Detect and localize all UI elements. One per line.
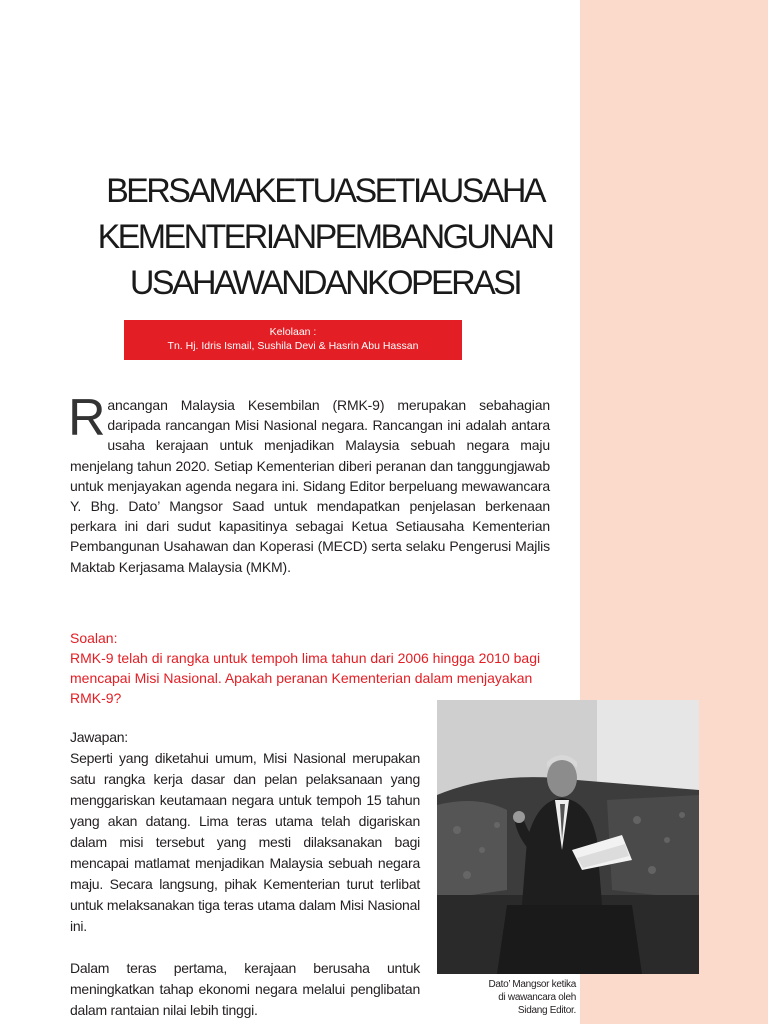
title-line-3: USAHAWANDANKOPERASI xyxy=(129,264,521,302)
article-title xyxy=(70,168,580,306)
credit-names: Tn. Hj. Idris Ismail, Sushila Devi & Hasrin Abu Hassan xyxy=(167,340,419,352)
answer-label: Jawapan: xyxy=(70,729,128,745)
question-label: Soalan: xyxy=(70,630,118,646)
credit-box xyxy=(124,320,462,360)
photo-caption xyxy=(440,978,576,1017)
interview-photo-illustration xyxy=(437,700,699,974)
intro-text: ancangan Malaysia Kesembilan (RMK-9) merupakan sebahagian daripada rancangan Misi Nasional negara. Rancangan ini adalah antara usaha kerajaan untuk menjadikan Malaysia sebuah negara maju menjelang tahun 2020. Setiap Kementerian diberi peranan dan tanggungjawab untuk menjayakan agenda negara ini. Sidang Editor berpeluang mewawancara Y. Bhg. Dato’ Mangsor Saad untuk mendapatkan penjelasan berkenaan perkara ini dari sudut kapasitinya sebagai Ketua Setiausaha Kementerian Pembangunan Usahawan dan Koperasi (MECD) serta selaku Pengerusi Majlis Maktab Kerjasama Malaysia (MKM). xyxy=(70,397,550,575)
question-text: RMK-9 telah di rangka untuk tempoh lima tahun dari 2006 hingga 2010 bagi mencapai Misi Nasional. Apakah peranan Kementerian dalam menjayakan RMK-9? xyxy=(70,650,541,706)
drop-cap: R xyxy=(68,389,106,447)
answer-paragraph-2: Dalam teras pertama, kerajaan berusaha untuk meningkatkan tahap ekonomi negara melalui penglibatan dalam rantaian nilai lebih tinggi. xyxy=(70,960,420,1018)
answer-block xyxy=(70,727,420,1021)
answer-paragraph-1: Seperti yang diketahui umum, Misi Nasional merupakan satu rangka kerja dasar dan pelan pelaksanaan yang menggariskan keutamaan negara untuk tempoh 15 tahun yang akan datang. Lima teras utama telah digariskan dalam misi tersebut yang mesti dilaksanakan bagi mencapai matlamat menjadikan Malaysia sebuah negara maju. Secara langsung, pihak Kementerian turut terlibat untuk melaksanakan tiga teras utama dalam Misi Nasional ini. xyxy=(70,750,420,934)
caption-line-3: Sidang Editor. xyxy=(517,1005,576,1016)
title-line-2: KEMENTERIANPEMBANGUNAN xyxy=(97,218,553,256)
credit-label: Kelolaan : xyxy=(269,326,317,338)
intro-paragraph xyxy=(68,389,550,577)
caption-line-2: di wawancara oleh xyxy=(498,992,576,1003)
interview-photo xyxy=(437,700,699,974)
caption-line-1: Dato’ Mangsor ketika xyxy=(488,979,576,990)
question-block xyxy=(70,628,552,708)
title-line-1: BERSAMAKETUASETIAUSAHA xyxy=(106,172,544,210)
